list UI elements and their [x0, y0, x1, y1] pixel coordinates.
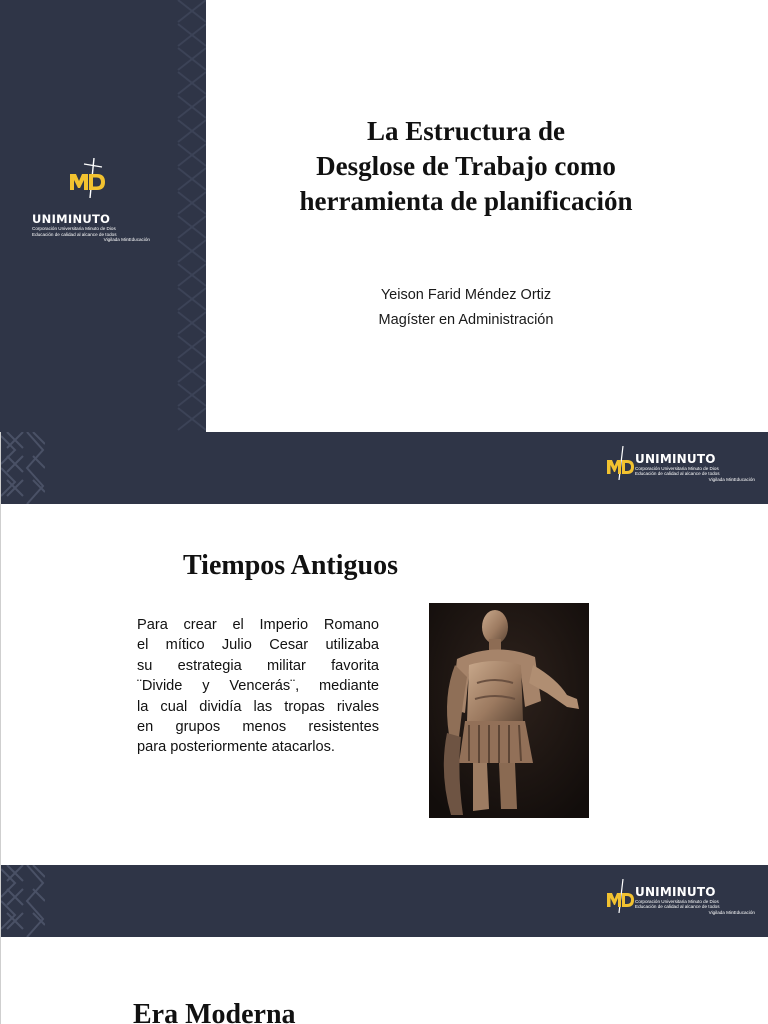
slide-title: Tiempos Antiguos — [183, 550, 398, 581]
logo-line-3: Vigilada MinEducación — [708, 909, 755, 915]
header-band — [1, 432, 768, 504]
uniminuto-logo — [607, 877, 759, 925]
title-line: herramienta de planificación — [299, 186, 633, 216]
logo-tagline — [635, 466, 755, 482]
logo-name: UNIMINUTO — [32, 212, 111, 226]
md-monogram-icon — [607, 879, 635, 913]
decorative-pattern — [1, 865, 45, 937]
logo-line-2: Educación de calidad al alcance de todos — [32, 231, 117, 237]
body-line: en grupos menos resistentes — [137, 719, 379, 736]
content-slide-era-moderna — [0, 865, 768, 1024]
logo-tagline — [635, 899, 755, 915]
author-degree: Magíster en Administración — [378, 312, 554, 328]
md-monogram-icon — [607, 446, 635, 480]
side-panel — [0, 0, 206, 432]
body-line: Para crear el Imperio Romano — [137, 617, 379, 633]
slide-title: Era Moderna — [133, 999, 296, 1024]
body-line: ¨Divide y Vencerás¨, mediante — [137, 678, 379, 695]
logo-line-2: Educación de calidad al alcance de todos — [635, 471, 720, 477]
logo-line-3: Vigilada MinEducación — [103, 237, 150, 243]
body-line: su estrategia militar favorita — [137, 657, 379, 674]
decorative-pattern — [1, 432, 45, 504]
logo-tagline — [32, 226, 150, 243]
logo-name: UNIMINUTO — [635, 885, 716, 899]
header-band — [1, 865, 768, 937]
uniminuto-logo — [607, 444, 759, 492]
logo-line-1: Corporación Universitaria Minuto de Dios — [635, 466, 719, 471]
logo-line-2: Educación de calidad al alcance de todos — [635, 904, 720, 910]
title-line: Desglose de Trabajo como — [316, 151, 616, 181]
logo-line-1: Corporación Universitaria Minuto de Dios — [32, 226, 116, 231]
body-line: el mítico Julio Cesar utilizaba — [137, 637, 379, 654]
content-slide-tiempos-antiguos — [0, 432, 768, 865]
slide-body-text — [137, 615, 379, 758]
body-line: para posteriormente atacarlos. — [137, 739, 335, 756]
title-line: La Estructura de — [367, 116, 565, 146]
author-block — [206, 283, 726, 333]
body-line: la cual dividía las tropas rivales — [137, 698, 379, 715]
md-monogram-icon — [68, 158, 108, 198]
title-slide — [0, 0, 768, 432]
logo-name: UNIMINUTO — [635, 452, 716, 466]
logo-line-3: Vigilada MinEducación — [708, 476, 755, 482]
julius-caesar-statue-image — [429, 603, 589, 818]
presentation-title — [206, 114, 726, 219]
logo-line-1: Corporación Universitaria Minuto de Dios — [635, 899, 719, 904]
author-name: Yeison Farid Méndez Ortiz — [380, 287, 552, 303]
